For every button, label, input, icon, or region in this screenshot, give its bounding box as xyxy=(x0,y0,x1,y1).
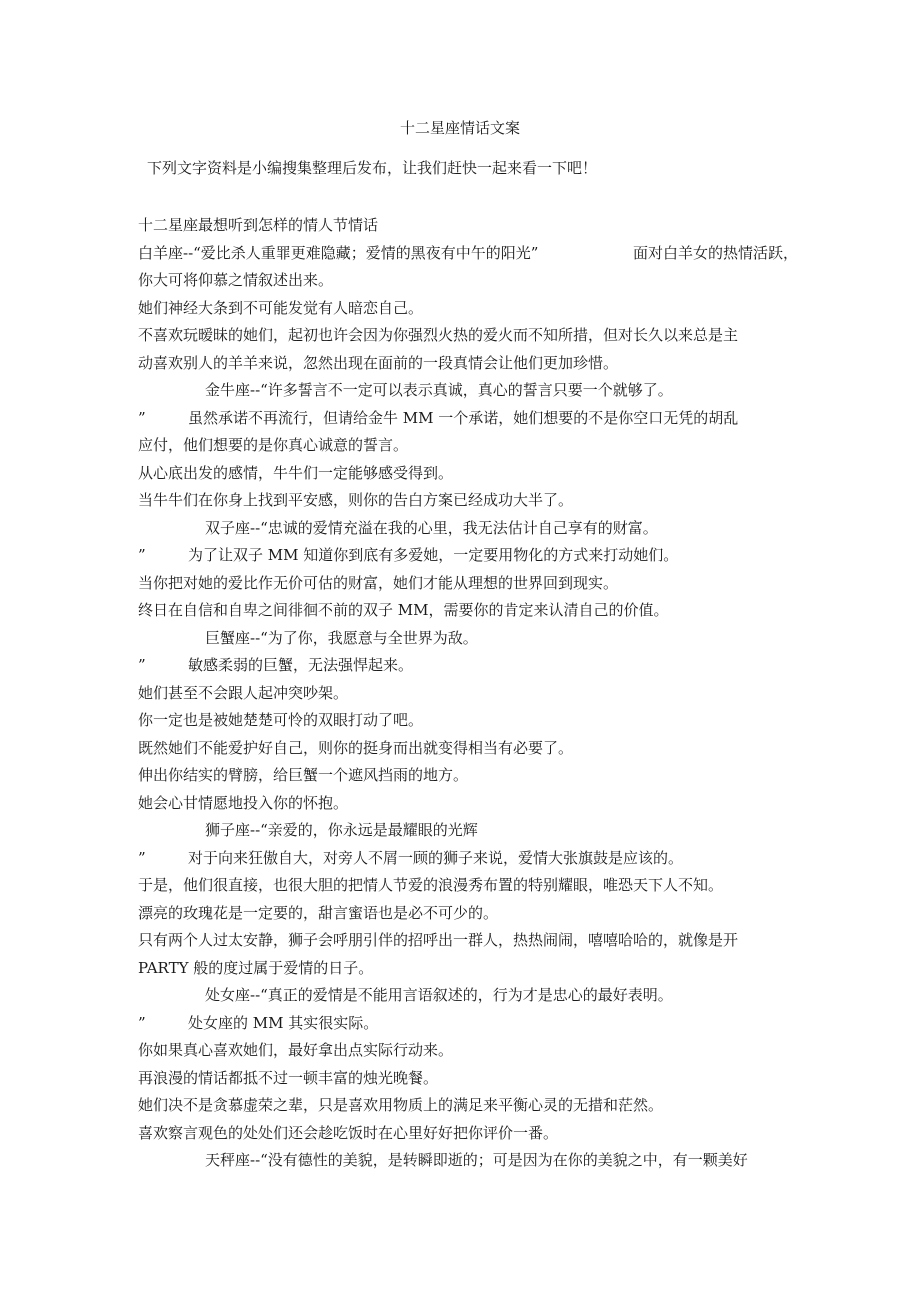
text-line: 伸出你结实的臂膀，给巨蟹一个遮风挡雨的地方。 xyxy=(138,766,469,784)
text-line: 喜欢察言观色的处处们还会趁吃饭时在心里好好把你评价一番。 xyxy=(138,1123,559,1142)
text-line: PARTY 般的度过属于爱情的日子。 xyxy=(138,958,374,977)
leo-quote: 狮子座--“亲爱的，你永远是最耀眼的光辉 xyxy=(205,821,478,839)
text-line xyxy=(138,845,798,873)
text-line: 你如果真心喜欢她们，最好拿出点实际行动来。 xyxy=(138,1041,454,1059)
text-line xyxy=(138,542,798,570)
text-fragment: 处女座的 MM 其实很实际。 xyxy=(188,1013,379,1032)
document-title: 十二星座情话文案 xyxy=(399,119,520,137)
text-line: 应付，他们想要的是你真心诚意的誓言。 xyxy=(138,436,409,454)
text-line: 当牛牛们在你身上找到平安感，则你的告白方案已经成功大半了。 xyxy=(138,491,574,509)
taurus-quote: 金牛座--“许多誓言不一定可以表示真诚，真心的誓言只要一个就够了。 xyxy=(205,381,673,399)
text-line: 动喜欢别人的羊羊来说，忽然出现在面前的一段真情会让他们更加珍惜。 xyxy=(138,353,619,372)
text-line: 她们神经大条到不可能发觉有人暗恋自己。 xyxy=(138,298,424,317)
close-quote: ” xyxy=(138,848,146,867)
text-line: 终日在自信和自卑之间徘徊不前的双子 MM，需要你的肯定来认清自己的价值。 xyxy=(138,601,669,619)
text-line xyxy=(138,405,798,433)
close-quote: ” xyxy=(138,656,146,674)
text-fragment: 虽然承诺不再流行，但请给金牛 MM 一个承诺，她们想要的不是你空口无凭的胡乱 xyxy=(188,408,739,427)
text-line: 漂亮的玫瑰花是一定要的，甜言蜜语也是必不可少的。 xyxy=(138,903,499,922)
text-line: 她们甚至不会跟人起冲突吵架。 xyxy=(138,683,349,702)
text-line xyxy=(138,1010,798,1038)
text-line: 不喜欢玩暧昧的她们，起初也许会因为你强烈火热的爱火而不知所措，但对长久以来总是主 xyxy=(138,326,739,344)
aries-quote: 白羊座--“爱比杀人重罪更难隐藏；爱情的黑夜有中午的阳光” xyxy=(138,243,539,262)
text-line: 于是，他们很直接，也很大胆的把情人节爱的浪漫秀布置的特别耀眼，唯恐天下人不知。 xyxy=(138,876,724,894)
text-line: 当你把对她的爱比作无价可估的财富，她们才能从理想的世界回到现实。 xyxy=(138,573,619,592)
close-quote: ” xyxy=(138,546,146,564)
text-line: 你一定也是被她楚楚可怜的双眼打动了吧。 xyxy=(138,711,424,729)
virgo-quote: 处女座--“真正的爱情是不能用言语叙述的，行为才是忠心的最好表明。 xyxy=(205,986,673,1004)
text-line: 既然她们不能爱护好自己，则你的挺身而出就变得相当有必要了。 xyxy=(138,738,574,757)
text-fragment: 面对白羊女的热情活跃， xyxy=(632,243,798,262)
text-line xyxy=(138,652,798,680)
text-fragment: 敏感柔弱的巨蟹，无法强悍起来。 xyxy=(188,656,414,674)
text-line: 再浪漫的情话都抵不过一顿丰富的烛光晚餐。 xyxy=(138,1068,439,1087)
text-line: 你大可将仰慕之情叙述出来。 xyxy=(138,271,334,289)
section-heading: 十二星座最想听到怎样的情人节情话 xyxy=(138,216,379,234)
document-body xyxy=(138,212,798,1175)
libra-quote: 天秤座--“没有德性的美貌，是转瞬即逝的；可是因为在你的美貌之中，有一颗美好 xyxy=(205,1151,748,1169)
close-quote: ” xyxy=(138,408,146,427)
close-quote: ” xyxy=(138,1013,146,1032)
text-line: 她会心甘情愿地投入你的怀抱。 xyxy=(138,793,349,812)
gemini-quote: 双子座--“忠诚的爱情充溢在我的心里，我无法估计自己享有的财富。 xyxy=(205,518,658,537)
text-fragment: 对于向来狂傲自大，对旁人不屑一顾的狮子来说，爱情大张旗鼓是应该的。 xyxy=(188,848,684,867)
text-line: 从心底出发的感情，牛牛们一定能够感受得到。 xyxy=(138,463,454,482)
cancer-quote: 巨蟹座--“为了你，我愿意与全世界为敌。 xyxy=(205,628,478,647)
text-line: 她们决不是贪慕虚荣之辈，只是喜欢用物质上的满足来平衡心灵的无措和茫然。 xyxy=(138,1096,664,1114)
text-line xyxy=(138,240,798,268)
text-line: 只有两个人过太安静，狮子会呼朋引伴的招呼出一群人，热热闹闹，嘻嘻哈哈的，就像是开 xyxy=(138,931,739,949)
text-fragment: 为了让双子 MM 知道你到底有多爱她，一定要用物化的方式来打动她们。 xyxy=(188,546,679,564)
intro-paragraph: 下列文字资料是小编搜集整理后发布，让我们赶快一起来看一下吧！ xyxy=(147,159,598,177)
